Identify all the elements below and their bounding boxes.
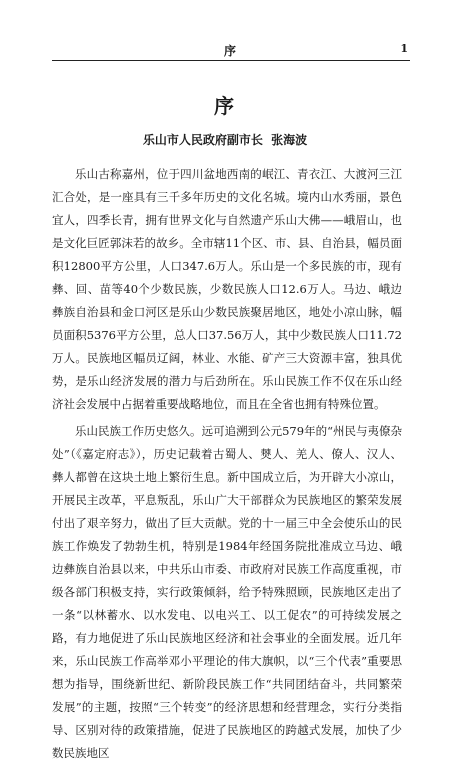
document-title: 序 <box>214 94 236 118</box>
running-header <box>52 40 410 61</box>
author-byline: 乐山市人民政府副市长 张海波 <box>142 133 308 147</box>
header-title: 序 <box>223 44 238 58</box>
body-text <box>52 163 402 769</box>
paragraph-2: 乐山民族工作历史悠久。远可追溯到公元579年的“州民与夷僚杂处”（《嘉定府志》），历史记载着古蜀人、僰人、羌人、僚人、汉人、彝人都曾在这块土地上繁衍生息。新中国成立后，为开辟大小凉山，开展民主改革，平息叛乱，乐山广大干部群众为民族地区的繁荣发展付出了艰辛努力，做出了巨大贡献。党的十一届三中全会使乐山的民族工作焕发了勃勃生机，特别是1984年经国务院批准成立马边、峨边彝族自治县以来，中共乐山市委、市政府对民族工作高度重视，市级各部门积极支持，实行政策倾斜，给予特殊照顾，民族地区走出了一条“以林蓄水、以水发电、以电兴工、以工促农”的可持续发展之路，有力地促进了乐山民族地区经济和社会事业的全面发展。近几年来，乐山民族工作高举邓小平理论的伟大旗帜，以“三个代表”重要思想为指导，围绕新世纪、新阶段民族工作“共同团结奋斗，共同繁荣发展”的主题，按照“三个转变”的经济思想和经营理念，实行分类指导、区别对待的政策措施，促进了民族地区的跨越式发展，加快了少数民族地区 <box>52 424 402 760</box>
page-number: 1 <box>400 42 408 55</box>
paragraph-1: 乐山古称嘉州，位于四川盆地西南的岷江、青衣江、大渡河三江汇合处，是一座具有三千多年历史的文化名城。境内山水秀丽，景色宜人，四季长青，拥有世界文化与自然遗产乐山大佛——峨眉山，也是文化巨匠郭沫若的故乡。全市辖11个区、市、县、自治县，幅员面积12800平方公里，人口347.6万人。乐山是一个多民族的市，现有彝、回、苗等40个少数民族，少数民族人口12.6万人。马边、峨边彝族自治县和金口河区是乐山少数民族聚居地区，地处小凉山脉，幅员面积5376平方公里，总人口37.56万人，其中少数民族人口11.72万人。民族地区幅员辽阔，林业、水能、矿产三大资源丰富，独具优势，是乐山经济发展的潜力与后劲所在。乐山民族工作不仅在乐山经济社会发展中占据着重要战略地位，而且在全省也拥有特殊位置。 <box>52 167 402 411</box>
